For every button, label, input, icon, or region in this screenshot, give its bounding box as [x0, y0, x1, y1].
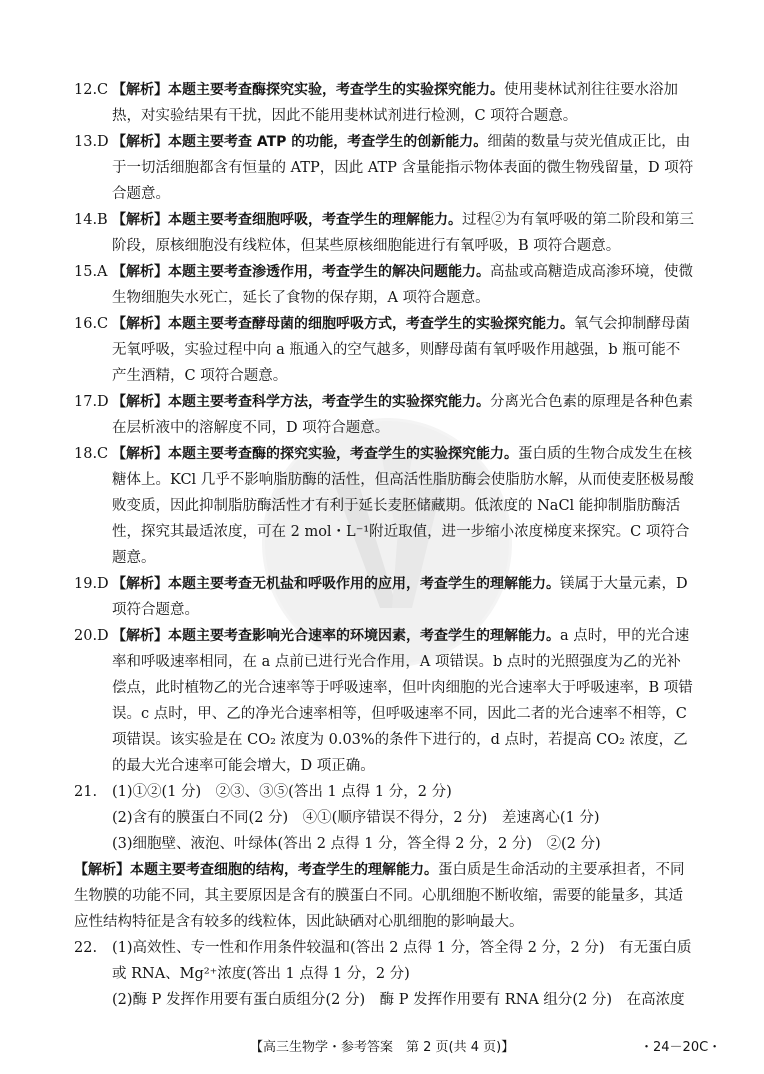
analysis-heading: 【解析】本题主要考查影响光合速率的环境因素，考查学生的理解能力。	[112, 628, 560, 644]
question-number: 15.A	[74, 264, 108, 280]
question-number: 14.B	[74, 212, 108, 228]
answer-item	[74, 441, 694, 571]
footer-title: 【高三生物学・参考答案 第 2 页(共 4 页)】	[250, 1040, 515, 1055]
question-number: 17.D	[74, 394, 109, 410]
answer-content	[74, 77, 694, 1013]
question-number: 19.D	[74, 576, 109, 592]
answer-item	[74, 207, 694, 259]
analysis-text: 蛋白质的生物合成发生在核糖体上。KCl 几乎不影响脂肪酶的活性，但高活性脂肪酶会使脂肪水解，从而使麦胚极易酸败变质，因此抑制脂肪酶活性才有利于延长麦胚储藏期。低浓度的 NaCl 能抑制脂肪酶活性，探究其最适浓度，可在 2 mol・L⁻¹附近取值，进一步缩小浓度梯度来探究。C 项符合题意。	[112, 446, 694, 566]
analysis-heading: 【解析】本题主要考查酶的探究实验，考查学生的实验探究能力。	[112, 446, 518, 462]
sub-answer: (2)酶 P 发挥作用要有蛋白质组分(2 分) 酶 P 发挥作用要有 RNA 组分(2 分) 在高浓度	[112, 992, 685, 1008]
analysis-text: 过程②为有氧呼吸的第二阶段和第三阶段，原核细胞没有线粒体，但某些原核细胞能进行有氧呼吸，B 项符合题意。	[112, 212, 694, 254]
analysis-text: 氧气会抑制酵母菌无氧呼吸，实验过程中向 a 瓶通入的空气越多，则酵母菌有氧呼吸作用越强，b 瓶可能不产生酒精，C 项符合题意。	[112, 316, 690, 384]
analysis-heading: 【解析】本题主要考查细胞呼吸，考查学生的理解能力。	[112, 212, 462, 228]
analysis-heading: 【解析】本题主要考查酶探究实验，考查学生的实验探究能力。	[112, 82, 504, 98]
question-number: 22.	[74, 940, 98, 956]
question-number: 20.D	[74, 628, 109, 644]
sub-answer: (1)①②(1 分) ②③、③⑤(答出 1 点得 1 分，2 分)	[112, 784, 452, 800]
question-number: 21.	[74, 784, 98, 800]
answer-item	[74, 129, 694, 207]
analysis-text: 蛋白质是生命活动的主要承担者，不同生物膜的功能不同，其主要原因是含有的膜蛋白不同。心肌细胞不断收缩，需要的能量多，其适应性结构特征是含有较多的线粒体，因此缺硒对心肌细胞的影响最大。	[74, 862, 685, 930]
analysis-text: 细菌的数量与荧光值成正比，由于一切活细胞都含有恒量的 ATP，因此 ATP 含量能指示物体表面的微生物残留量，D 项符合题意。	[112, 134, 694, 202]
answer-item	[74, 311, 694, 389]
answer-item	[74, 77, 694, 129]
question-number: 13.D	[74, 134, 109, 150]
analysis-heading: 【解析】本题主要考查细胞的结构，考查学生的理解能力。	[74, 862, 438, 878]
analysis-heading: 【解析】本题主要考查酵母菌的细胞呼吸方式，考查学生的实验探究能力。	[112, 316, 574, 332]
question-number: 18.C	[74, 446, 109, 462]
sub-answer: (3)细胞壁、液泡、叶绿体(答出 2 点得 1 分，答全得 2 分，2 分) ②(2 分)	[112, 836, 601, 852]
analysis-heading: 【解析】本题主要考查科学方法，考查学生的实验探究能力。	[112, 394, 490, 410]
sub-answer: (1)高效性、专一性和作用条件较温和(答出 2 点得 1 分，答全得 2 分，2 分) 有无蛋白质或 RNA、Mg²⁺浓度(答出 1 点得 1 分，2 分)	[112, 940, 692, 982]
analysis-text: a 点时，甲的光合速率和呼吸速率相同，在 a 点前已进行光合作用，A 项错误。b 点时的光照强度为乙的光补偿点，此时植物乙的光合速率等于呼吸速率，但叶肉细胞的光合速率大于呼吸速率，B 项错误。c 点时，甲、乙的净光合速率相等，但呼吸速率不同，因此二者的光合速率不相等，C 项错误。该实验是在 CO₂ 浓度为 0.03%的条件下进行的，d 点时，若提高 CO₂ 浓度，乙的最大光合速率可能会增大，D 项正确。	[112, 628, 693, 774]
answer-item	[74, 623, 694, 779]
answer-item-22	[74, 935, 694, 987]
analysis-text: 分离光合色素的原理是各种色素在层析液中的溶解度不同，D 项符合题意。	[112, 394, 693, 436]
answer-item	[74, 571, 694, 623]
footer-code: ・24－20C・	[640, 1040, 722, 1055]
analysis-heading: 【解析】本题主要考查渗透作用，考查学生的解决问题能力。	[112, 264, 490, 280]
analysis-text: 镁属于大量元素，D 项符合题意。	[112, 576, 688, 618]
analysis-text: 使用斐林试剂往往要水浴加热，对实验结果有干扰，因此不能用斐林试剂进行检测，C 项符合题意。	[112, 82, 678, 124]
analysis-heading: 【解析】本题主要考查无机盐和呼吸作用的应用，考查学生的理解能力。	[112, 576, 560, 592]
analysis-heading: 【解析】本题主要考查 ATP 的功能，考查学生的创新能力。	[112, 134, 488, 150]
question-number: 12.C	[74, 82, 109, 98]
question-number: 16.C	[74, 316, 109, 332]
answer-item	[74, 259, 694, 311]
sub-answer: (2)含有的膜蛋白不同(2 分) ④①(顺序错误不得分，2 分) 差速离心(1 分)	[112, 810, 600, 826]
answer-item-21	[74, 779, 694, 805]
answer-item	[74, 389, 694, 441]
analysis-text: 高盐或高糖造成高渗环境，使微生物细胞失水死亡，延长了食物的保存期，A 项符合题意。	[112, 264, 693, 306]
analysis-block-21	[74, 857, 694, 935]
page-footer	[0, 1036, 764, 1058]
